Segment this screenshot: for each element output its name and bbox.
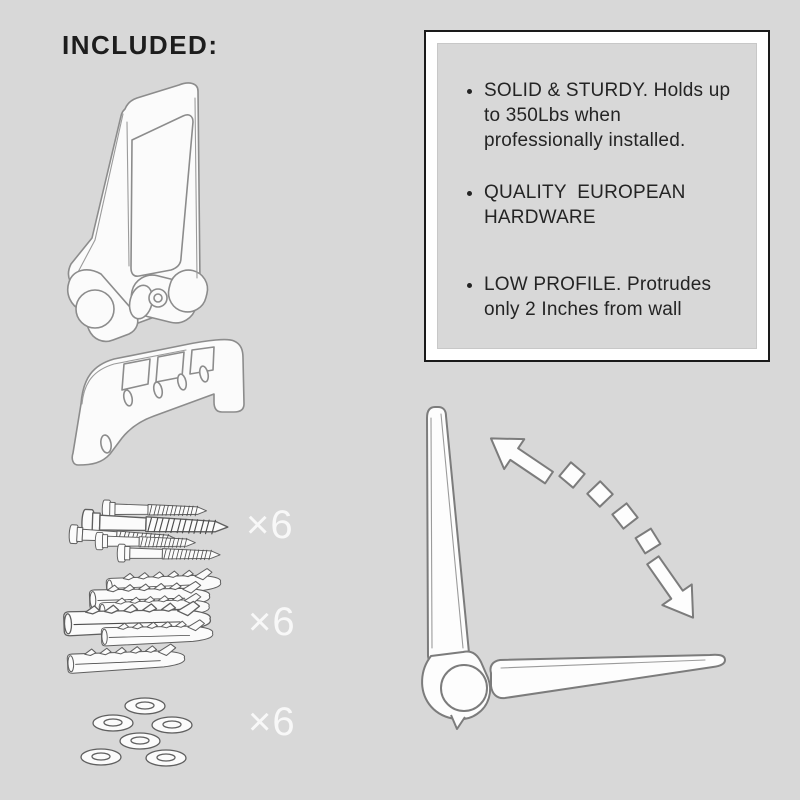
wall-anchors-illustration xyxy=(58,576,233,696)
washers-quantity-label: ×6 xyxy=(248,700,296,744)
folded-seat-illustration xyxy=(55,78,210,340)
feature-text: SOLID & STURDY. Holds up to 350Lbs when professionally installed. xyxy=(484,80,736,151)
hinge-pivot xyxy=(441,665,487,711)
washers-illustration xyxy=(78,693,213,775)
feature-item xyxy=(484,272,739,322)
feature-list xyxy=(484,78,744,322)
dashed-arc xyxy=(559,462,660,553)
folding-motion-diagram xyxy=(405,398,795,753)
features-panel xyxy=(437,43,757,349)
arrow-down-right-icon xyxy=(638,550,708,628)
arrow-up-left-icon xyxy=(481,424,559,493)
feature-text: LOW PROFILE. Protrudes only 2 Inches from wall xyxy=(484,274,717,320)
screws-quantity-label: ×6 xyxy=(246,503,294,547)
seat-arm-up xyxy=(427,407,469,670)
feature-item xyxy=(484,180,739,230)
features-box xyxy=(424,30,770,362)
mounting-bracket-illustration xyxy=(66,332,308,470)
feature-item xyxy=(484,78,739,153)
feature-text: QUALITY EUROPEAN HARDWARE xyxy=(484,182,692,228)
included-heading: INCLUDED: xyxy=(62,30,219,60)
seat-arm-down xyxy=(490,655,725,698)
anchors-quantity-label: ×6 xyxy=(248,600,296,644)
